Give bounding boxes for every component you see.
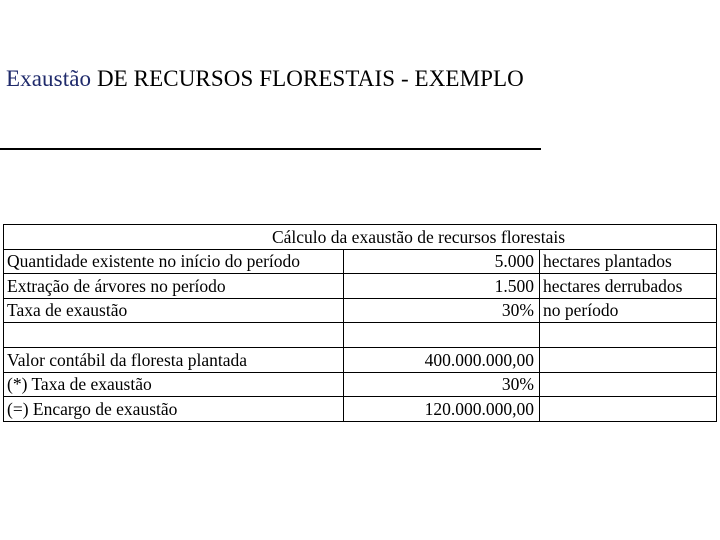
table-row — [4, 274, 717, 299]
table-header: Cálculo da exaustão de recursos florestais — [4, 225, 717, 250]
table-row — [4, 397, 717, 422]
title-underline-rule — [0, 148, 541, 150]
title-rest: DE RECURSOS FLORESTAIS - EXEMPLO — [96, 66, 524, 91]
row-value: 5.000 — [344, 249, 540, 274]
row-label: Valor contábil da floresta plantada — [4, 348, 344, 373]
row-value: 1.500 — [344, 274, 540, 299]
row-value — [344, 323, 540, 348]
row-unit — [540, 348, 717, 373]
row-unit — [540, 323, 717, 348]
row-unit: no período — [540, 298, 717, 323]
table-row — [4, 372, 717, 397]
title-accent-word: Exaustão — [6, 66, 92, 91]
row-value: 30% — [344, 372, 540, 397]
row-label: Taxa de exaustão — [4, 298, 344, 323]
row-label: Extração de árvores no período — [4, 274, 344, 299]
row-unit: hectares derrubados — [540, 274, 717, 299]
row-unit — [540, 372, 717, 397]
page-title — [6, 66, 524, 92]
table-row — [4, 298, 717, 323]
row-label — [4, 323, 344, 348]
row-value: 120.000.000,00 — [344, 397, 540, 422]
table-row — [4, 249, 717, 274]
table-row-blank — [4, 323, 717, 348]
row-label: (=) Encargo de exaustão — [4, 397, 344, 422]
row-unit — [540, 397, 717, 422]
row-value: 30% — [344, 298, 540, 323]
table-row — [4, 348, 717, 373]
row-label: (*) Taxa de exaustão — [4, 372, 344, 397]
row-label: Quantidade existente no início do período — [4, 249, 344, 274]
row-unit: hectares plantados — [540, 249, 717, 274]
table-header-row — [4, 225, 717, 250]
row-value: 400.000.000,00 — [344, 348, 540, 373]
depletion-calculation-table — [3, 224, 717, 422]
